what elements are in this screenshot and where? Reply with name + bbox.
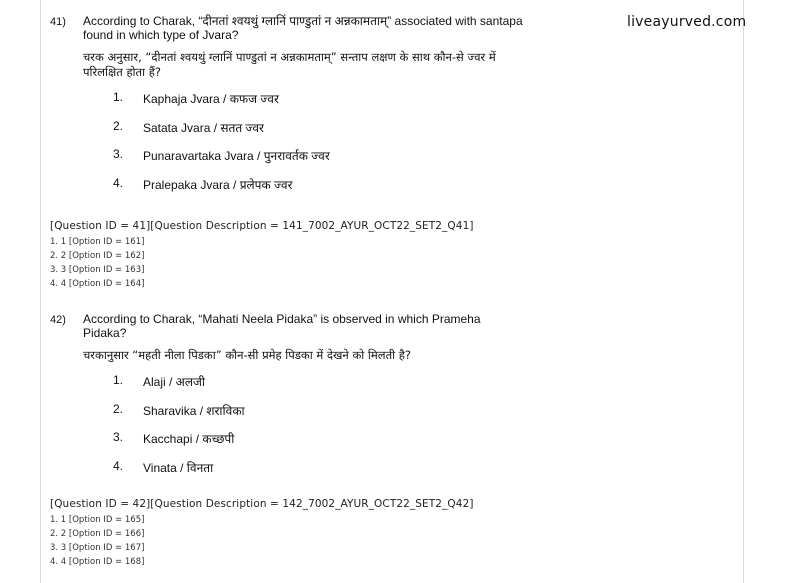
option-id-list xyxy=(50,513,144,569)
question-42 xyxy=(50,312,530,487)
option-item xyxy=(113,430,530,459)
left-margin-rule xyxy=(40,0,41,583)
question-number: 41) xyxy=(50,16,66,28)
question-id-line: [Question ID = 41][Question Description = 141_7002_AYUR_OCT22_SET2_Q41] xyxy=(50,220,474,232)
right-margin-rule xyxy=(743,0,744,583)
option-text: Pralepaka Jvara / प्रलेपक ज्वर xyxy=(143,177,293,192)
question-text-hindi: चरकानुसार “महती नीला पिडका” कौन-सी प्रमेह पिडका में देखने को मिलती है? xyxy=(83,348,411,362)
question-number: 42) xyxy=(50,314,66,326)
option-item xyxy=(113,459,530,488)
option-id-item: 1. 1 [Option ID = 165] xyxy=(50,515,145,525)
option-text: Vinata / विनता xyxy=(143,460,214,475)
option-text: Satata Jvara / सतत ज्वर xyxy=(143,120,264,135)
option-item xyxy=(113,402,530,431)
watermark: liveayurved.com xyxy=(627,14,747,30)
option-id-item: 3. 3 [Option ID = 163] xyxy=(50,265,145,275)
option-item xyxy=(113,119,530,148)
option-number: 3. xyxy=(113,430,124,444)
option-text: Kaphaja Jvara / कफज ज्वर xyxy=(143,92,279,106)
option-id-item: 4. 4 [Option ID = 168] xyxy=(50,557,145,567)
option-id-item: 2. 2 [Option ID = 166] xyxy=(50,529,145,539)
option-number: 1. xyxy=(113,90,124,104)
option-item xyxy=(113,373,530,402)
question-41 xyxy=(50,14,530,204)
option-number: 4. xyxy=(113,175,124,190)
option-number: 4. xyxy=(113,458,124,473)
option-number: 2. xyxy=(113,401,124,416)
options-list xyxy=(113,373,530,487)
question-text: According to Charak, “Mahati Neela Pidaka” is observed in which Prameha Pidaka? xyxy=(83,312,481,340)
option-id-item: 4. 4 [Option ID = 164] xyxy=(50,279,145,289)
option-id-list xyxy=(50,235,144,291)
option-text: Alaji / अलजी xyxy=(143,375,205,389)
option-id-item: 3. 3 [Option ID = 167] xyxy=(50,543,145,553)
question-text-hindi: चरक अनुसार, “दीनतां श्वयथुं ग्लानिं पाण्डुतां न अन्नकामताम्” सन्ताप लक्षण के साथ कौन-से ज्वर में परिलक्षित होता हैं? xyxy=(83,50,496,79)
option-id-item: 2. 2 [Option ID = 162] xyxy=(50,251,145,261)
option-text: Kacchapi / कच्छपी xyxy=(143,432,235,446)
question-text: According to Charak, “दीनतां श्वयथुं ग्लानिं पाण्डुतां न अन्नकामताम्” associated with santapa found in which type of Jvara? xyxy=(83,14,523,42)
question-id-line: [Question ID = 42][Question Description = 142_7002_AYUR_OCT22_SET2_Q42] xyxy=(50,498,474,510)
option-number: 3. xyxy=(113,147,124,161)
option-text: Punaravartaka Jvara / पुनरावर्तक ज्वर xyxy=(143,149,330,163)
option-number: 2. xyxy=(113,118,124,133)
option-item xyxy=(113,147,530,176)
option-id-item: 1. 1 [Option ID = 161] xyxy=(50,237,145,247)
option-item xyxy=(113,176,530,205)
options-list xyxy=(113,90,530,204)
option-number: 1. xyxy=(113,373,124,387)
option-text: Sharavika / शराविका xyxy=(143,403,245,418)
option-item xyxy=(113,90,530,119)
